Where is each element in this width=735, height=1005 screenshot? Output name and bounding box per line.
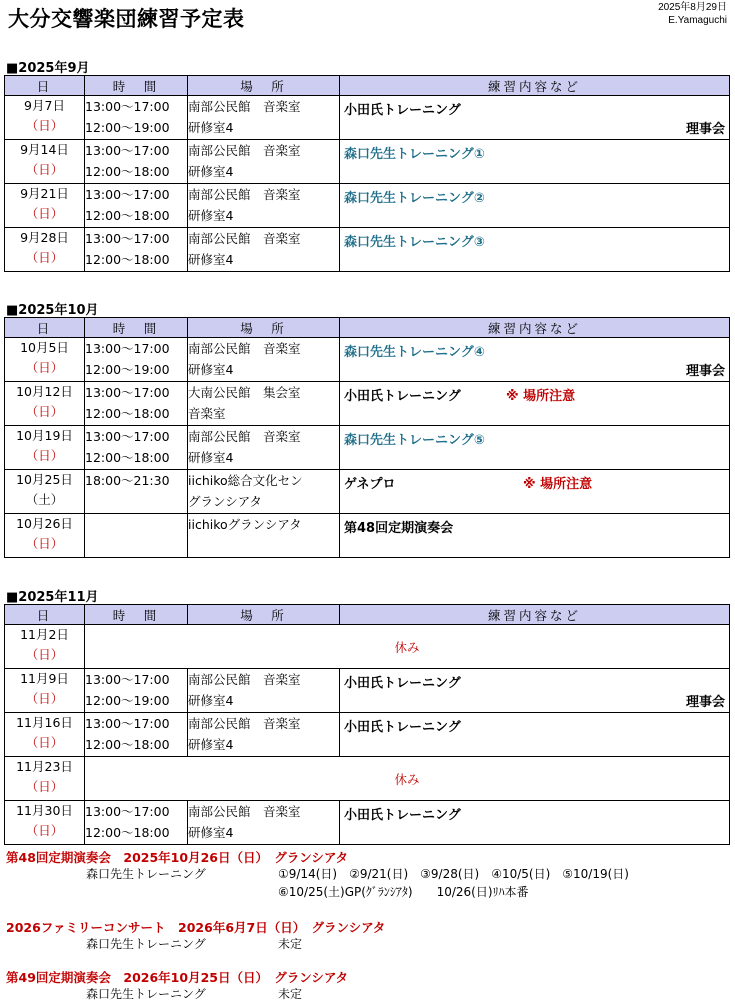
time-text: 12:00～19:00 — [85, 120, 170, 135]
day-of-week: （日） — [25, 779, 64, 794]
date-text: 10月19日 — [16, 428, 73, 443]
place-text: 南部公民館 音楽室 — [188, 804, 301, 819]
place-text: 南部公民館 音楽室 — [188, 429, 301, 444]
time-text: 12:00～18:00 — [85, 164, 170, 179]
time-cell — [85, 669, 188, 713]
document-meta — [607, 1, 727, 27]
content-cell — [340, 669, 730, 713]
day-of-week: （日） — [25, 118, 64, 133]
venue-warning: ※ 場所注意 — [506, 389, 576, 404]
practice-content: 森口先生トレーニング① — [344, 147, 485, 162]
day-of-week: （日） — [25, 162, 64, 177]
table-row — [5, 757, 730, 801]
place-text: 研修室4 — [188, 737, 234, 752]
table-row — [5, 140, 730, 184]
day-of-week: （日） — [25, 250, 64, 265]
place-text: 南部公民館 音楽室 — [188, 99, 301, 114]
content-cell — [340, 470, 730, 514]
day-of-week: （日） — [25, 206, 64, 221]
place-text: 南部公民館 音楽室 — [188, 231, 301, 246]
place-text: 研修室4 — [188, 164, 234, 179]
table-row — [5, 801, 730, 845]
column-header: 日 — [5, 76, 85, 96]
place-text: 南部公民館 音楽室 — [188, 716, 301, 731]
date-text: 11月30日 — [16, 803, 73, 818]
date-cell — [5, 96, 85, 140]
training-label: 森口先生トレーニング — [86, 937, 206, 951]
board-meeting-note: 理事会 — [685, 122, 725, 137]
column-header: 時 間 — [85, 605, 188, 625]
date-text: 10月12日 — [16, 384, 73, 399]
place-text: 音楽室 — [188, 406, 226, 421]
date-text: 9月7日 — [24, 98, 65, 113]
practice-content: 小田氏トレーニング — [344, 808, 461, 823]
time-text: 12:00～18:00 — [85, 825, 170, 840]
content-cell — [340, 801, 730, 845]
table-row — [5, 426, 730, 470]
content-cell — [340, 140, 730, 184]
concert-heading: 第48回定期演奏会 2025年10月26日（日） グランシアタ — [6, 850, 349, 865]
place-cell — [188, 228, 340, 272]
date-text: 11月2日 — [20, 627, 69, 642]
date-text: 9月14日 — [20, 142, 69, 157]
practice-content: 小田氏トレーニング — [344, 720, 461, 735]
column-header: 場 所 — [188, 76, 340, 96]
place-text: 研修室4 — [188, 252, 234, 267]
section-heading: ■2025年9月 — [6, 61, 90, 76]
table-header-row — [5, 76, 730, 96]
table-row — [5, 514, 730, 558]
practice-content: 第48回定期演奏会 — [344, 521, 454, 536]
concert-heading: 第49回定期演奏会 2026年10月25日（日） グランシアタ — [6, 970, 349, 985]
column-header: 日 — [5, 605, 85, 625]
training-schedule-extra: ⑥10/25(土)GP(ｸﾞﾗﾝｼｱﾀ) 10/26(日)ﾘﾊ本番 — [278, 885, 529, 899]
board-meeting-note: 理事会 — [685, 695, 725, 710]
day-of-week: （日） — [25, 536, 64, 551]
table-row — [5, 625, 730, 669]
column-header: 場 所 — [188, 605, 340, 625]
place-cell — [188, 184, 340, 228]
column-header: 場 所 — [188, 318, 340, 338]
time-text: 12:00～18:00 — [85, 737, 170, 752]
column-header: 日 — [5, 318, 85, 338]
schedule-table — [4, 604, 730, 845]
practice-content: 森口先生トレーニング⑤ — [344, 433, 485, 448]
day-of-week: （日） — [25, 647, 64, 662]
place-cell — [188, 713, 340, 757]
day-of-week: （日） — [25, 823, 64, 838]
time-text: 18:00～21:30 — [85, 473, 170, 488]
place-text: iichiko総合文化セン — [188, 473, 303, 488]
table-row — [5, 713, 730, 757]
time-text: 12:00～19:00 — [85, 362, 170, 377]
date-cell — [5, 382, 85, 426]
date-text: 10月26日 — [16, 516, 73, 531]
day-of-week: （日） — [25, 448, 64, 463]
date-cell — [5, 669, 85, 713]
practice-content: ゲネプロ — [344, 477, 396, 492]
time-text: 13:00～17:00 — [85, 99, 170, 114]
author: E.Yamaguchi — [668, 15, 727, 26]
day-of-week: （日） — [25, 735, 64, 750]
time-cell — [85, 470, 188, 514]
time-text: 12:00～18:00 — [85, 252, 170, 267]
time-cell — [85, 140, 188, 184]
date-cell — [5, 625, 85, 669]
training-schedule: ①9/14(日) ②9/21(日) ③9/28(日) ④10/5(日) ⑤10/19(日) — [278, 867, 629, 881]
day-of-week: （日） — [25, 691, 64, 706]
time-cell — [85, 514, 188, 558]
time-text: 13:00～17:00 — [85, 187, 170, 202]
content-cell — [340, 514, 730, 558]
place-text: 研修室4 — [188, 208, 234, 223]
date-cell — [5, 713, 85, 757]
place-cell — [188, 338, 340, 382]
content-cell — [340, 338, 730, 382]
date-text: 9月28日 — [20, 230, 69, 245]
column-header: 時 間 — [85, 318, 188, 338]
practice-content: 小田氏トレーニング — [344, 676, 461, 691]
place-text: 研修室4 — [188, 693, 234, 708]
date-text: 9月21日 — [20, 186, 69, 201]
training-label: 森口先生トレーニング — [86, 987, 206, 1001]
rest-cell: 休み — [85, 757, 730, 801]
table-row — [5, 470, 730, 514]
date-text: 11月16日 — [16, 715, 73, 730]
rest-cell: 休み — [85, 625, 730, 669]
place-text: iichikoグランシアタ — [188, 517, 302, 532]
place-cell — [188, 426, 340, 470]
date-text: 11月23日 — [16, 759, 73, 774]
time-text — [85, 491, 187, 512]
time-cell — [85, 426, 188, 470]
date-cell — [5, 338, 85, 382]
time-cell — [85, 228, 188, 272]
place-text — [188, 535, 339, 556]
place-cell — [188, 801, 340, 845]
time-text: 12:00～19:00 — [85, 693, 170, 708]
place-text: 研修室4 — [188, 362, 234, 377]
time-text: 12:00～18:00 — [85, 208, 170, 223]
board-meeting-note: 理事会 — [685, 364, 725, 379]
day-of-week: （日） — [25, 404, 64, 419]
date-cell — [5, 228, 85, 272]
time-text — [85, 535, 187, 556]
date-cell — [5, 184, 85, 228]
table-row — [5, 669, 730, 713]
time-text: 13:00～17:00 — [85, 429, 170, 444]
date-cell — [5, 426, 85, 470]
schedule-table — [4, 317, 730, 558]
table-row — [5, 96, 730, 140]
time-text: 13:00～17:00 — [85, 143, 170, 158]
time-text: 12:00～18:00 — [85, 406, 170, 421]
column-header: 練習内容など — [340, 318, 730, 338]
column-header: 時 間 — [85, 76, 188, 96]
place-text: グランシアタ — [188, 494, 262, 509]
time-text: 13:00～17:00 — [85, 341, 170, 356]
date-text: 10月25日 — [16, 472, 73, 487]
practice-content: 小田氏トレーニング — [344, 389, 461, 404]
venue-warning: ※ 場所注意 — [523, 477, 593, 492]
date-cell — [5, 470, 85, 514]
time-text — [85, 514, 187, 535]
training-label: 森口先生トレーニング — [86, 867, 206, 881]
day-of-week: （土） — [25, 492, 64, 507]
time-cell — [85, 96, 188, 140]
table-header-row — [5, 605, 730, 625]
content-cell — [340, 96, 730, 140]
practice-content: 森口先生トレーニング③ — [344, 235, 485, 250]
practice-content: 森口先生トレーニング④ — [344, 345, 485, 360]
date-cell — [5, 801, 85, 845]
content-cell — [340, 426, 730, 470]
place-text: 南部公民館 音楽室 — [188, 341, 301, 356]
column-header: 練習内容など — [340, 605, 730, 625]
place-cell — [188, 514, 340, 558]
time-cell — [85, 713, 188, 757]
place-cell — [188, 382, 340, 426]
place-text: 南部公民館 音楽室 — [188, 187, 301, 202]
table-row — [5, 338, 730, 382]
content-cell — [340, 228, 730, 272]
training-schedule: 未定 — [278, 987, 303, 1001]
date-text: 10月5日 — [20, 340, 69, 355]
practice-content: 森口先生トレーニング② — [344, 191, 485, 206]
time-text: 13:00～17:00 — [85, 716, 170, 731]
time-text: 13:00～17:00 — [85, 672, 170, 687]
time-cell — [85, 801, 188, 845]
time-text: 13:00～17:00 — [85, 385, 170, 400]
date-cell — [5, 140, 85, 184]
place-text: 大南公民館 集会室 — [188, 385, 301, 400]
place-cell — [188, 140, 340, 184]
place-text: 南部公民館 音楽室 — [188, 143, 301, 158]
place-text: 研修室4 — [188, 825, 234, 840]
date-cell — [5, 757, 85, 801]
table-row — [5, 382, 730, 426]
time-cell — [85, 338, 188, 382]
concert-heading: 2026ファミリーコンサート 2026年6月7日（日） グランシアタ — [6, 920, 386, 935]
place-text: 研修室4 — [188, 120, 234, 135]
practice-content: 小田氏トレーニング — [344, 103, 461, 118]
column-header: 練習内容など — [340, 76, 730, 96]
date-cell — [5, 514, 85, 558]
schedule-table — [4, 75, 730, 272]
time-text: 13:00～17:00 — [85, 231, 170, 246]
content-cell — [340, 184, 730, 228]
content-cell — [340, 382, 730, 426]
place-cell — [188, 470, 340, 514]
page-title: 大分交響楽団練習予定表 — [8, 7, 245, 31]
place-text: 研修室4 — [188, 450, 234, 465]
time-cell — [85, 184, 188, 228]
time-text: 13:00～17:00 — [85, 804, 170, 819]
place-text: 南部公民館 音楽室 — [188, 672, 301, 687]
day-of-week: （日） — [25, 360, 64, 375]
table-row — [5, 228, 730, 272]
section-heading: ■2025年11月 — [6, 590, 99, 605]
training-schedule: 未定 — [278, 937, 303, 951]
time-cell — [85, 382, 188, 426]
place-cell — [188, 669, 340, 713]
place-cell — [188, 96, 340, 140]
table-header-row — [5, 318, 730, 338]
table-row — [5, 184, 730, 228]
issue-date: 2025年8月29日 — [658, 2, 727, 13]
content-cell — [340, 713, 730, 757]
date-text: 11月9日 — [20, 671, 69, 686]
time-text: 12:00～18:00 — [85, 450, 170, 465]
section-heading: ■2025年10月 — [6, 303, 99, 318]
